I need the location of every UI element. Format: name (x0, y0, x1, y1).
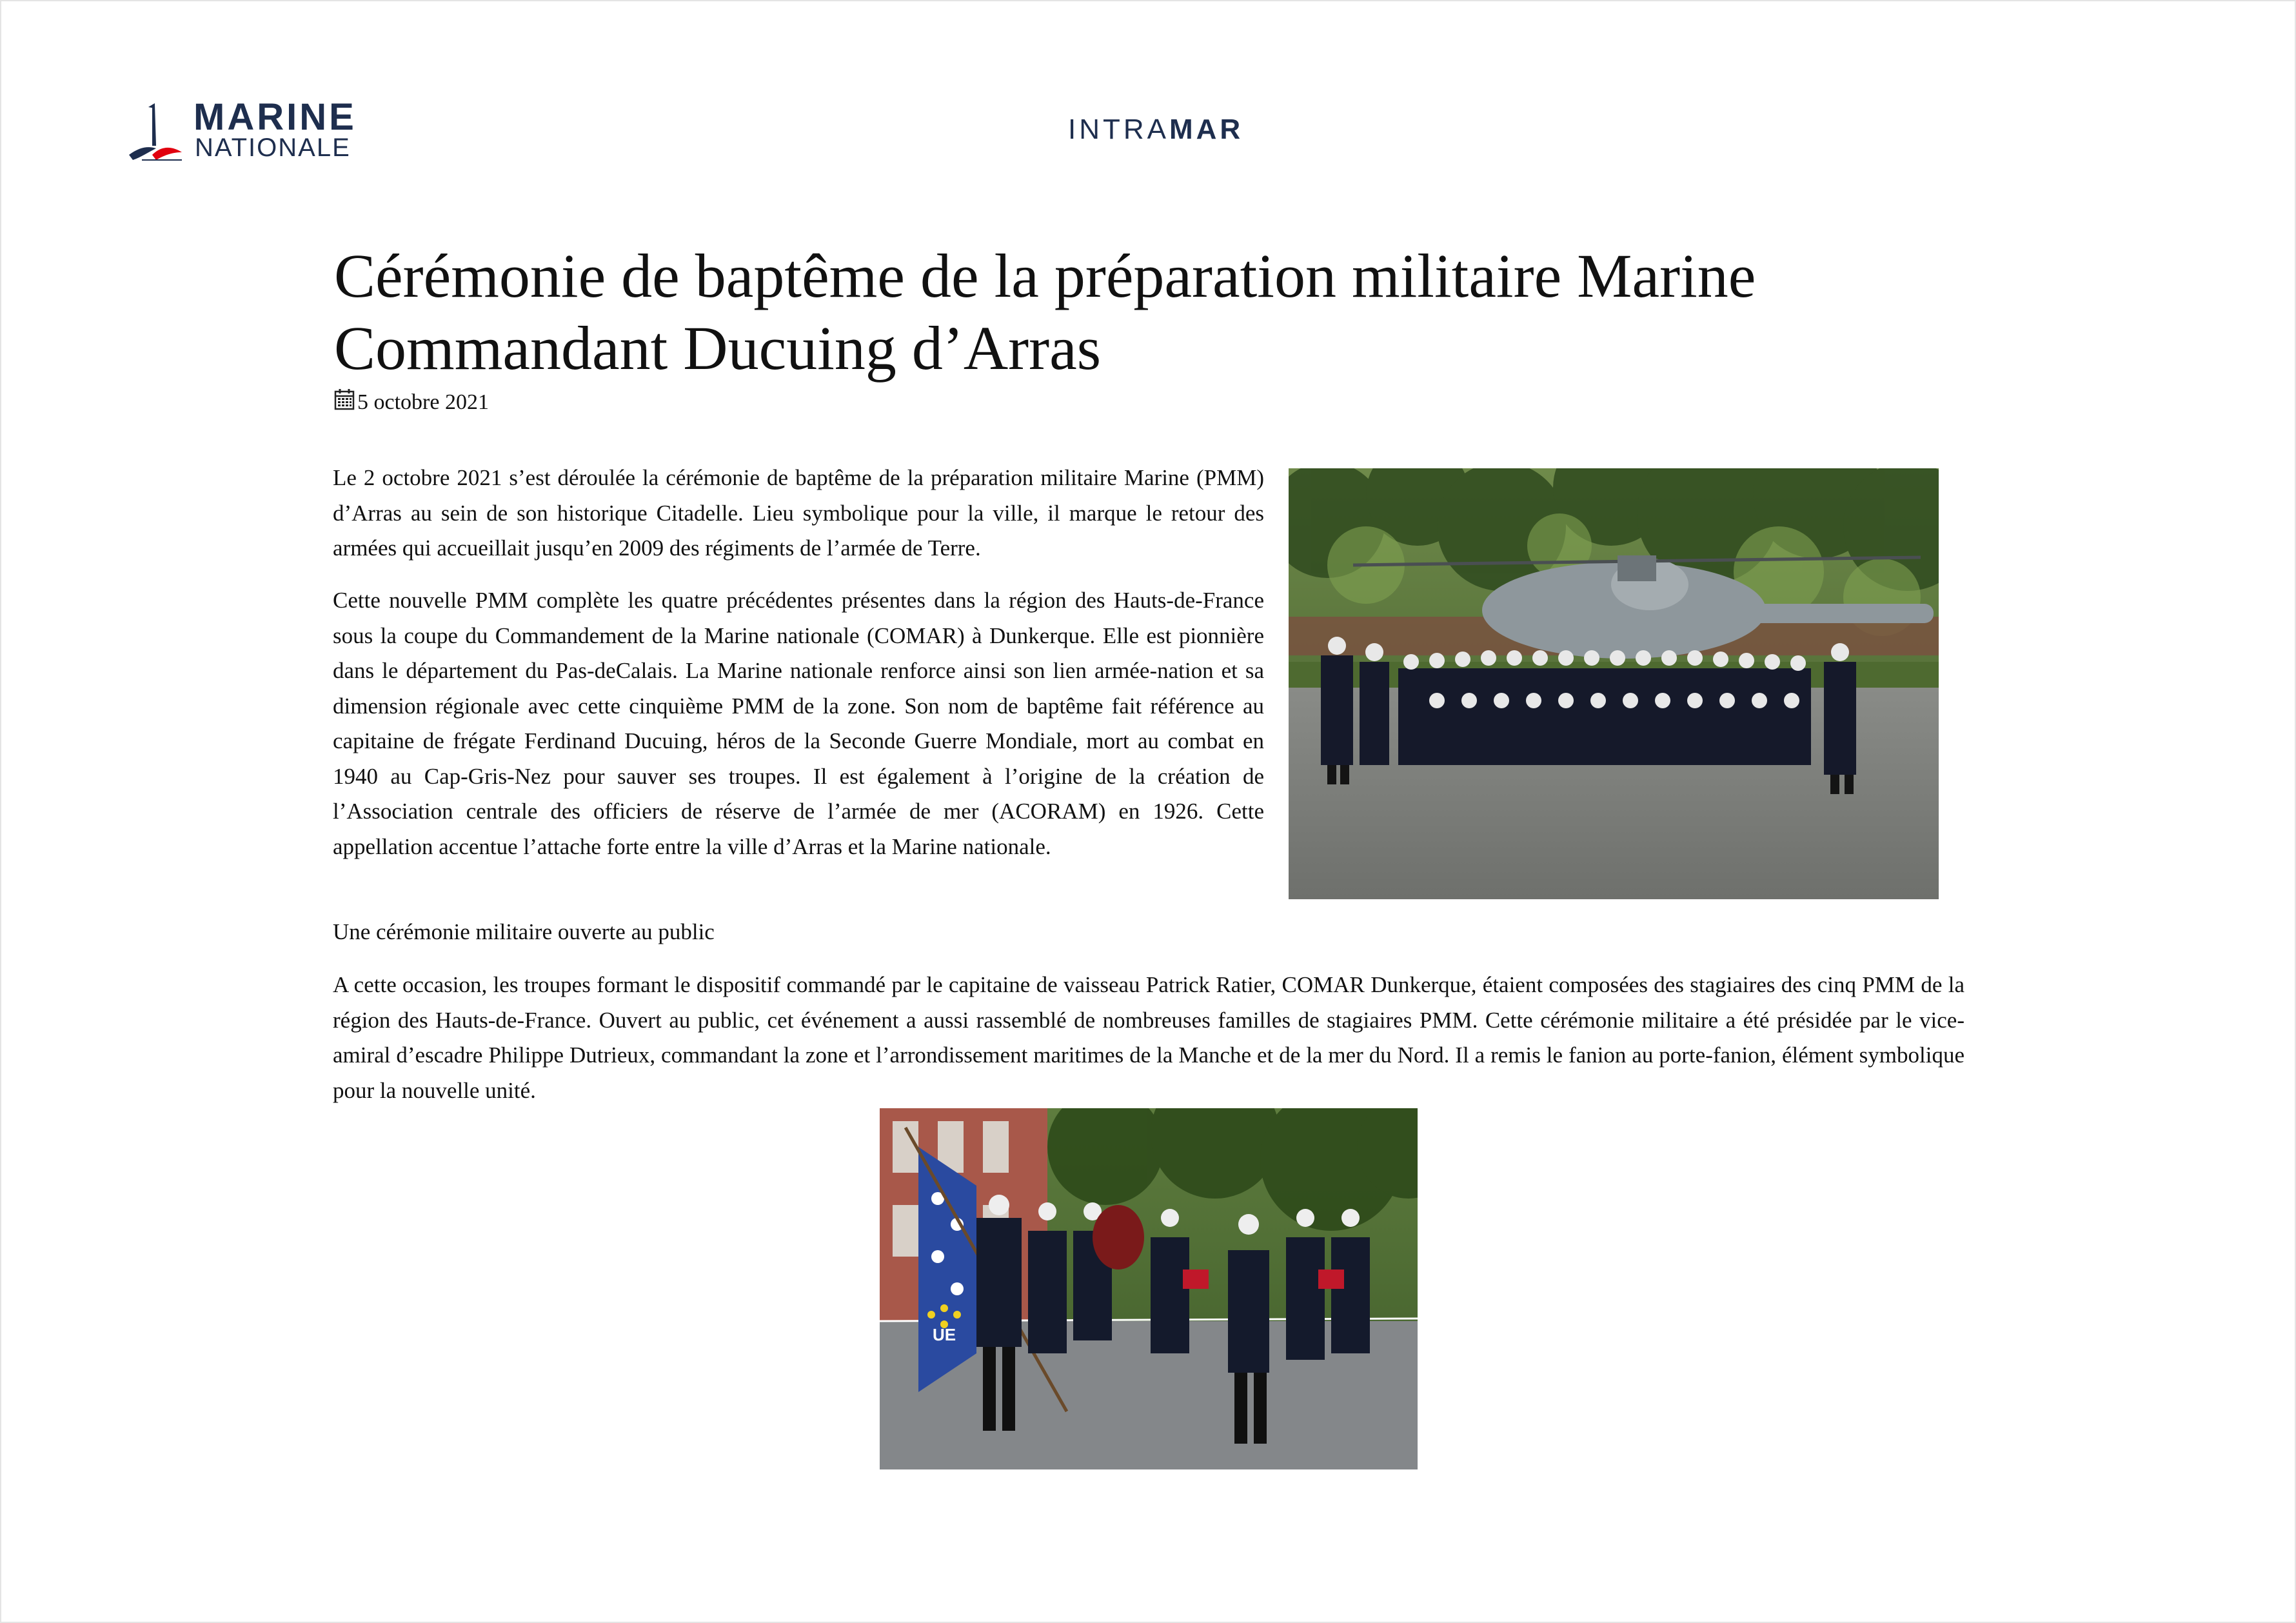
flag-label: UE (933, 1325, 956, 1344)
parade-photo-image (880, 1108, 1418, 1469)
paragraph-3: A cette occasion, les troupes formant le dispositif commandé par le capitaine de vaisseau Patrick Ratier, COMAR Dunkerque, étaient composées des stagiaires des cinq PMM de la région des Hauts-de-France. Ouvert au public, cet événement a aussi rassemblé de nombreuses familles de stagiaires PMM. Cette cérémonie militaire a été présidée par le vice-amiral d’escadre Philippe Dutrieux, commandant la zone et l’arrondissement maritimes de la Manche et de la mer du Nord. Il a remis le fanion au porte-fanion, élément symbolique pour la nouvelle unité. (333, 972, 1964, 1103)
site-name-light: INTRA (1068, 114, 1169, 145)
group-photo-image (1289, 468, 1939, 899)
section-subheading: Une cérémonie militaire ouverte au public (333, 919, 715, 944)
logo-line-2: NATIONALE (195, 134, 351, 162)
article-date (334, 388, 489, 417)
paragraph-1: Le 2 octobre 2021 s’est déroulée la cérémonie de baptême de la préparation militaire Marine (PMM) d’Arras au sein de son historique Citadelle. Lieu symbolique pour la ville, il marque le retour des armées qui accueillait jusqu’en 2009 des régiments de l’armée de Terre. (333, 465, 1264, 561)
marine-nationale-logo[interactable] (126, 98, 359, 163)
group-photo-helicopter (1289, 468, 1939, 899)
marine-logo-icon (126, 101, 184, 163)
calendar-icon (334, 388, 355, 410)
paragraph-2: Cette nouvelle PMM complète les quatre précédentes présentes dans la région des Hauts-de-France sous la coupe du Commandement de la Marine nationale (COMAR) à Dunkerque. Elle est pionnière dans le département du Pas-deCalais. La Marine nationale renforce ainsi son lien armée-nation et sa dimension régionale avec cette cinquième PMM de la zone. Son nom de baptême fait référence au capitaine de frégate Ferdinand Ducuing, héros de la Seconde Guerre Mondiale, mort au combat en 1940 au Cap-Gris-Nez pour sauver ses troupes. Il est également à l’origine de la création de l’Association centrale des officiers de réserve de l’armée de mer (ACORAM) en 1926. Cette appellation accentue l’attache forte entre la ville d’Arras et la Marine nationale. (333, 588, 1264, 859)
site-name[interactable] (1068, 114, 1243, 146)
date-text: 5 octobre 2021 (357, 390, 489, 414)
site-name-bold: MAR (1169, 114, 1244, 145)
parade-photo (880, 1108, 1418, 1469)
article-title: Cérémonie de baptême de la préparation militaire Marine Commandant Ducuing d’Arras (334, 241, 1756, 383)
logo-line-1: MARINE (193, 96, 357, 138)
